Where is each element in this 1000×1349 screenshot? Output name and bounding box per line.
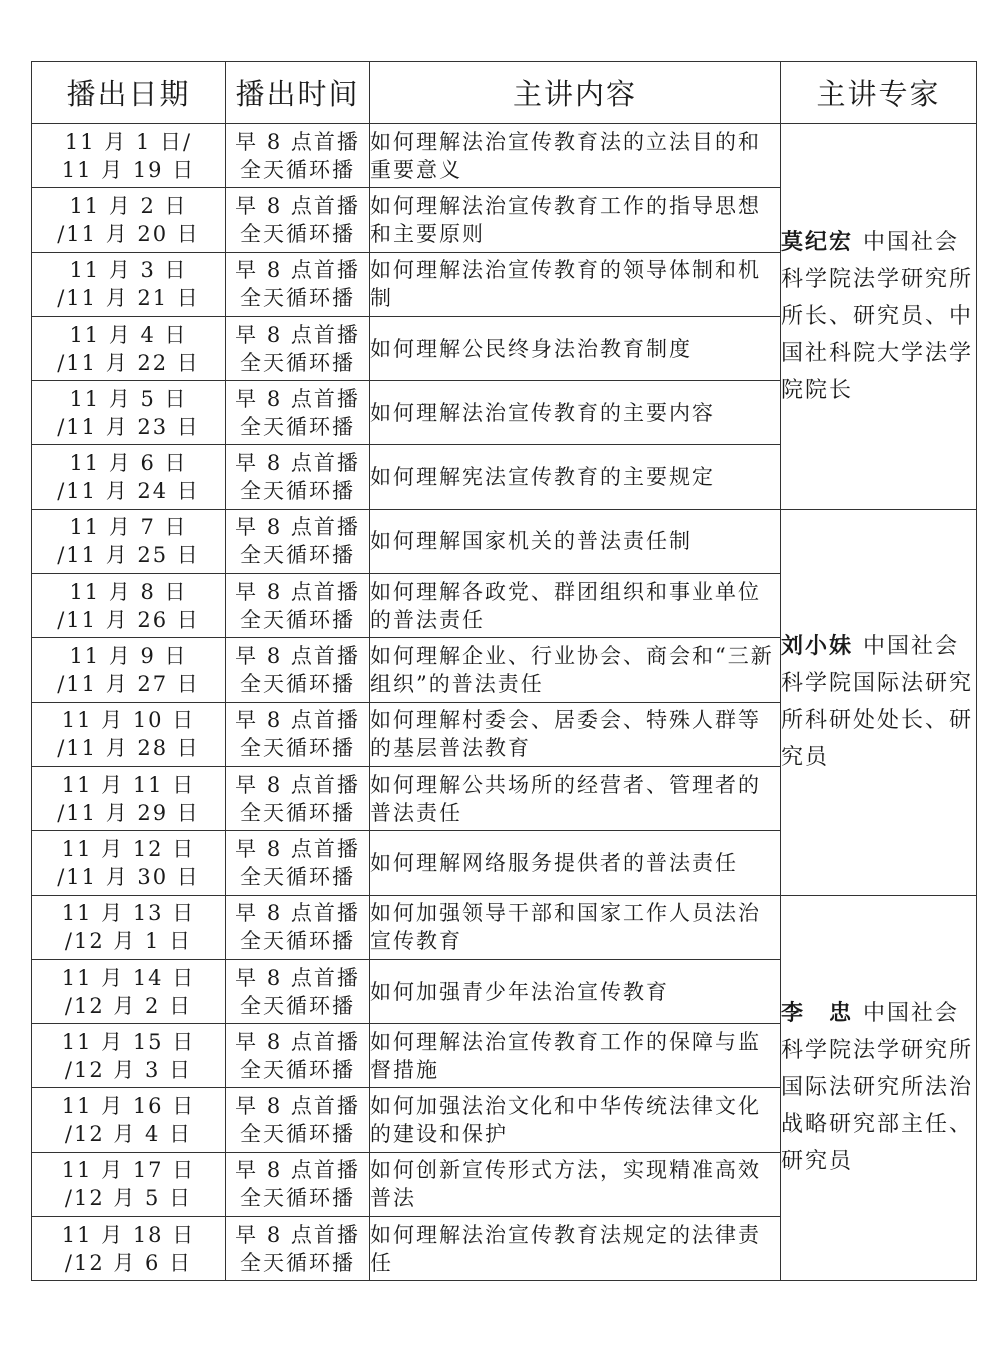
broadcast-date: 11 月 7 日 /11 月 25 日 [32,509,226,573]
broadcast-date: 11 月 3 日 /11 月 21 日 [32,252,226,316]
lecture-topic: 如何加强法治文化和中华传统法律文化的建设和保护 [370,1088,781,1152]
header-content: 主讲内容 [370,62,781,124]
expert-name: 刘小妹 [781,633,854,660]
broadcast-date: 11 月 1 日/ 11 月 19 日 [32,124,226,188]
table-row [32,895,977,959]
lecture-topic: 如何理解法治宣传教育工作的指导思想和主要原则 [370,188,781,252]
expert-name: 莫纪宏 [781,228,854,255]
lecture-topic: 如何加强青少年法治宣传教育 [370,959,781,1023]
broadcast-date: 11 月 16 日 /12 月 4 日 [32,1088,226,1152]
broadcast-date: 11 月 15 日 /12 月 3 日 [32,1024,226,1088]
broadcast-date: 11 月 9 日 /11 月 27 日 [32,638,226,702]
header-date: 播出日期 [32,62,226,124]
lecture-topic: 如何理解公共场所的经营者、管理者的普法责任 [370,766,781,830]
broadcast-time: 早 8 点首播 全天循环播 [226,188,370,252]
broadcast-time: 早 8 点首播 全天循环播 [226,381,370,445]
broadcast-time: 早 8 点首播 全天循环播 [226,766,370,830]
table-row [32,509,977,573]
broadcast-time: 早 8 点首播 全天循环播 [226,959,370,1023]
lecture-topic: 如何理解企业、行业协会、商会和“三新组织”的普法责任 [370,638,781,702]
broadcast-date: 11 月 2 日 /11 月 20 日 [32,188,226,252]
broadcast-date: 11 月 5 日 /11 月 23 日 [32,381,226,445]
broadcast-time: 早 8 点首播 全天循环播 [226,574,370,638]
broadcast-time: 早 8 点首播 全天循环播 [226,831,370,895]
broadcast-date: 11 月 8 日 /11 月 26 日 [32,574,226,638]
broadcast-date: 11 月 11 日 /11 月 29 日 [32,766,226,830]
broadcast-time: 早 8 点首播 全天循环播 [226,445,370,509]
broadcast-time: 早 8 点首播 全天循环播 [226,509,370,573]
expert-title: 中国社会科学院国际法研究所科研处处长、研究员 [781,634,974,771]
lecture-topic: 如何理解法治宣传教育工作的保障与监督措施 [370,1024,781,1088]
broadcast-time: 早 8 点首播 全天循环播 [226,1088,370,1152]
header-row [32,62,977,124]
header-expert: 主讲专家 [781,62,977,124]
lecture-topic: 如何理解法治宣传教育法规定的法律责任 [370,1217,781,1281]
lecture-topic: 如何理解公民终身法治教育制度 [370,316,781,380]
lecture-expert [781,895,977,1281]
broadcast-date: 11 月 14 日 /12 月 2 日 [32,959,226,1023]
expert-name: 李 忠 [781,1000,854,1027]
lecture-topic: 如何理解网络服务提供者的普法责任 [370,831,781,895]
broadcast-time: 早 8 点首播 全天循环播 [226,316,370,380]
broadcast-date: 11 月 10 日 /11 月 28 日 [32,702,226,766]
expert-title: 中国社会科学院法学研究所国际法研究所法治战略研究部主任、研究员 [781,1001,974,1175]
broadcast-time: 早 8 点首播 全天循环播 [226,638,370,702]
lecture-topic: 如何创新宣传形式方法，实现精准高效普法 [370,1152,781,1216]
lecture-topic: 如何理解各政党、群团组织和事业单位的普法责任 [370,574,781,638]
broadcast-time: 早 8 点首播 全天循环播 [226,252,370,316]
broadcast-date: 11 月 4 日 /11 月 22 日 [32,316,226,380]
broadcast-time: 早 8 点首播 全天循环播 [226,895,370,959]
lecture-topic: 如何理解法治宣传教育的主要内容 [370,381,781,445]
lecture-topic: 如何理解法治宣传教育的领导体制和机制 [370,252,781,316]
broadcast-date: 11 月 18 日 /12 月 6 日 [32,1217,226,1281]
lecture-topic: 如何理解村委会、居委会、特殊人群等的基层普法教育 [370,702,781,766]
expert-title: 中国社会科学院法学研究所所长、研究员、中国社科院大学法学院院长 [781,229,974,403]
broadcast-time: 早 8 点首播 全天循环播 [226,1217,370,1281]
broadcast-time: 早 8 点首播 全天循环播 [226,702,370,766]
lecture-topic: 如何理解宪法宣传教育的主要规定 [370,445,781,509]
broadcast-schedule-table [31,61,977,1281]
broadcast-time: 早 8 点首播 全天循环播 [226,1152,370,1216]
broadcast-time: 早 8 点首播 全天循环播 [226,1024,370,1088]
broadcast-date: 11 月 6 日 /11 月 24 日 [32,445,226,509]
broadcast-date: 11 月 12 日 /11 月 30 日 [32,831,226,895]
schedule-body [32,124,977,1281]
header-time: 播出时间 [226,62,370,124]
broadcast-time: 早 8 点首播 全天循环播 [226,124,370,188]
broadcast-date: 11 月 17 日 /12 月 5 日 [32,1152,226,1216]
lecture-expert [781,124,977,510]
lecture-topic: 如何理解国家机关的普法责任制 [370,509,781,573]
lecture-topic: 如何理解法治宣传教育法的立法目的和重要意义 [370,124,781,188]
broadcast-date: 11 月 13 日 /12 月 1 日 [32,895,226,959]
lecture-topic: 如何加强领导干部和国家工作人员法治宣传教育 [370,895,781,959]
table-row [32,124,977,188]
lecture-expert [781,509,977,895]
